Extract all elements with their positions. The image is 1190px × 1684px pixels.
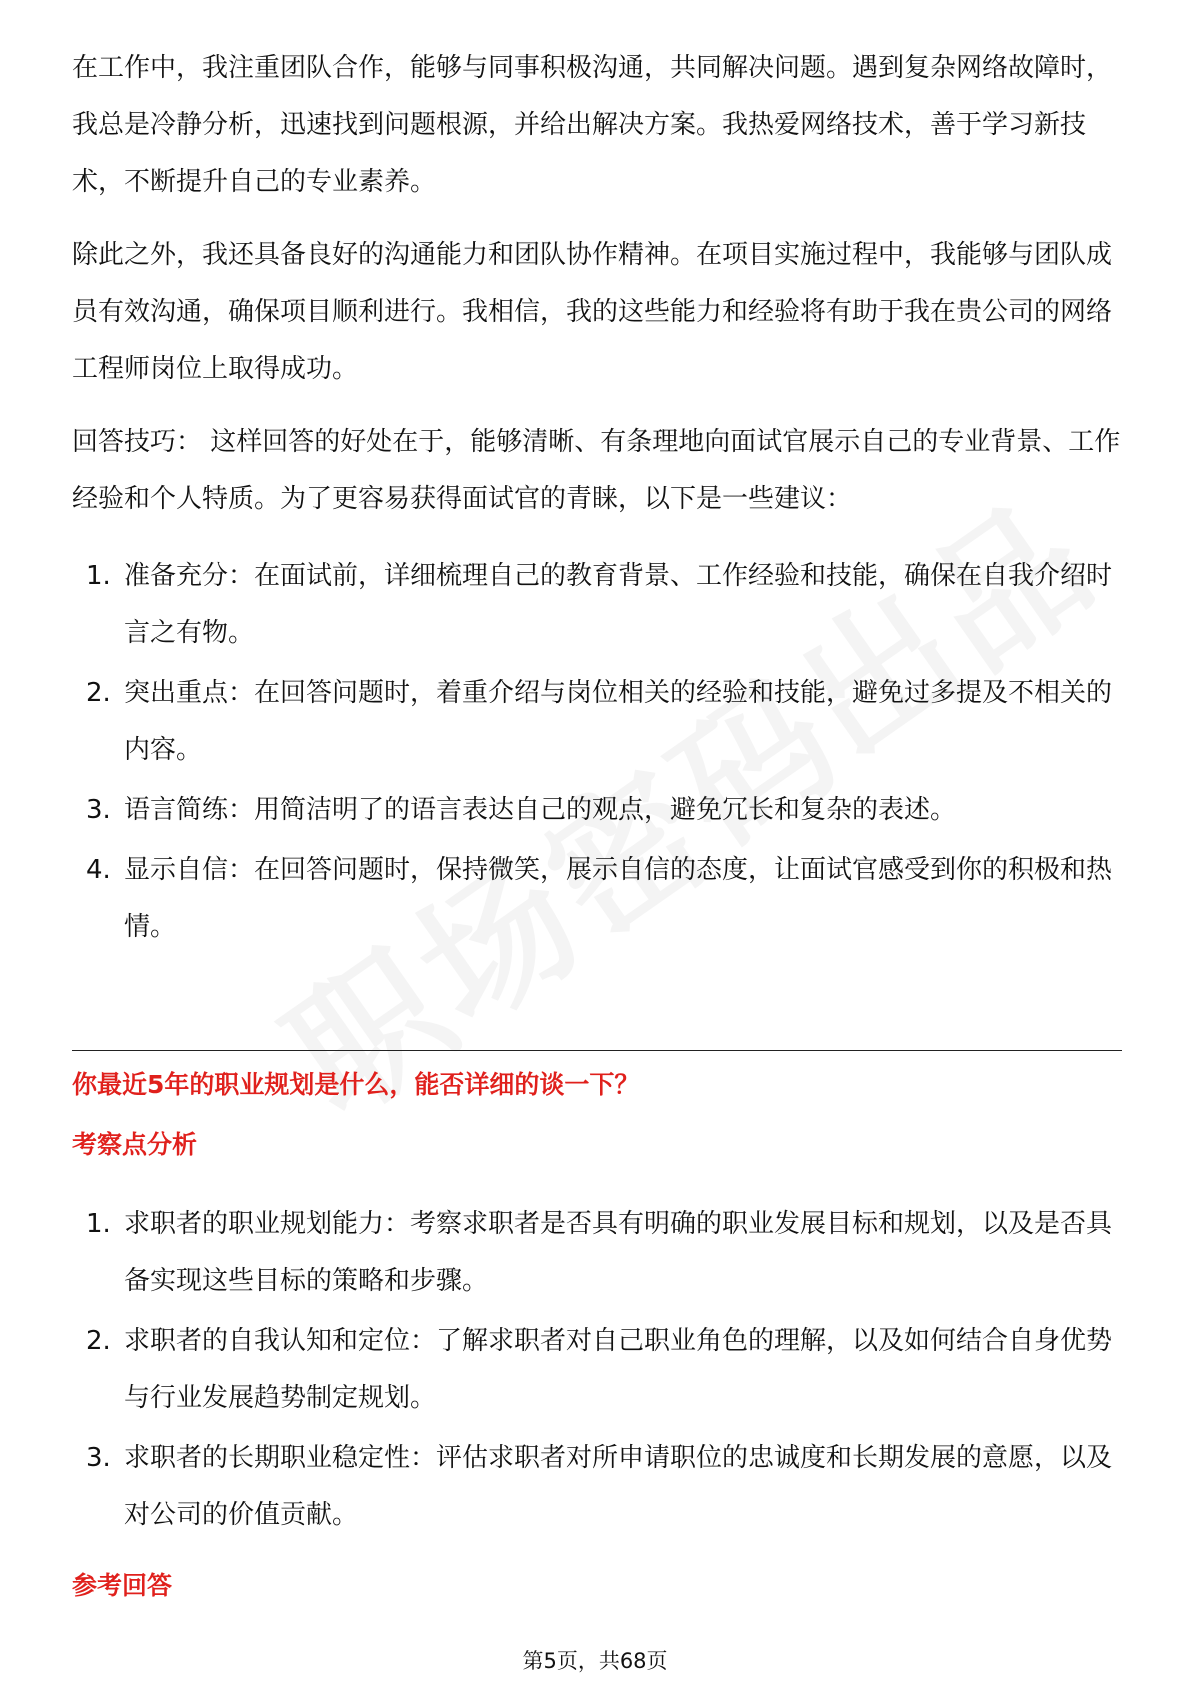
list-number: 3. bbox=[86, 1443, 111, 1473]
section-divider bbox=[72, 1050, 1122, 1051]
list-item bbox=[72, 548, 1122, 662]
list-text: 语言简练：用简洁明了的语言表达自己的观点，避免冗长和复杂的表述。 bbox=[124, 795, 957, 825]
list-number: 1. bbox=[86, 561, 111, 591]
analysis-list bbox=[72, 1196, 1122, 1547]
page-number: 第5页，共68页 bbox=[522, 1649, 668, 1673]
list-text: 求职者的自我认知和定位：了解求职者对自己职业角色的理解，以及如何结合自身优势与行业发展趋势制定规划。 bbox=[124, 1326, 1113, 1413]
list-item bbox=[72, 1430, 1122, 1544]
paragraph-answer-tips: 回答技巧： 这样回答的好处在于，能够清晰、有条理地向面试官展示自己的专业背景、工作经验和个人特质。为了更容易获得面试官的青睐，以下是一些建议： bbox=[72, 427, 1121, 514]
answer-heading: 参考回答 bbox=[72, 1571, 173, 1600]
tips-list bbox=[72, 548, 1122, 959]
list-number: 3. bbox=[86, 795, 111, 825]
list-text: 求职者的长期职业稳定性：评估求职者对所申请职位的忠诚度和长期发展的意愿，以及对公司的价值贡献。 bbox=[124, 1443, 1113, 1530]
list-item bbox=[72, 1196, 1122, 1310]
list-item bbox=[72, 782, 1122, 839]
list-number: 2. bbox=[86, 1326, 111, 1356]
analysis-heading: 考察点分析 bbox=[72, 1130, 198, 1159]
list-number: 1. bbox=[86, 1209, 111, 1239]
list-text: 显示自信：在回答问题时，保持微笑，展示自信的态度，让面试官感受到你的积极和热情。 bbox=[124, 855, 1113, 942]
list-item bbox=[72, 1313, 1122, 1427]
list-number: 2. bbox=[86, 678, 111, 708]
paragraph-communication: 除此之外，我还具备良好的沟通能力和团队协作精神。在项目实施过程中，我能够与团队成员有效沟通，确保项目顺利进行。我相信，我的这些能力和经验将有助于我在贵公司的网络工程师岗位上取得成功。 bbox=[72, 240, 1113, 384]
list-text: 突出重点：在回答问题时，着重介绍与岗位相关的经验和技能，避免过多提及不相关的内容。 bbox=[124, 678, 1113, 765]
list-text: 准备充分：在面试前，详细梳理自己的教育背景、工作经验和技能，确保在自我介绍时言之有物。 bbox=[124, 561, 1113, 648]
list-text: 求职者的职业规划能力：考察求职者是否具有明确的职业发展目标和规划，以及是否具备实现这些目标的策略和步骤。 bbox=[124, 1209, 1113, 1296]
list-item bbox=[72, 842, 1122, 956]
paragraph-teamwork: 在工作中，我注重团队合作，能够与同事积极沟通，共同解决问题。遇到复杂网络故障时，我总是冷静分析，迅速找到问题根源，并给出解决方案。我热爱网络技术，善于学习新技术，不断提升自己的专业素养。 bbox=[72, 53, 1113, 197]
question-heading: 你最近5年的职业规划是什么，能否详细的谈一下？ bbox=[72, 1070, 640, 1099]
list-number: 4. bbox=[86, 855, 111, 885]
list-item bbox=[72, 665, 1122, 779]
